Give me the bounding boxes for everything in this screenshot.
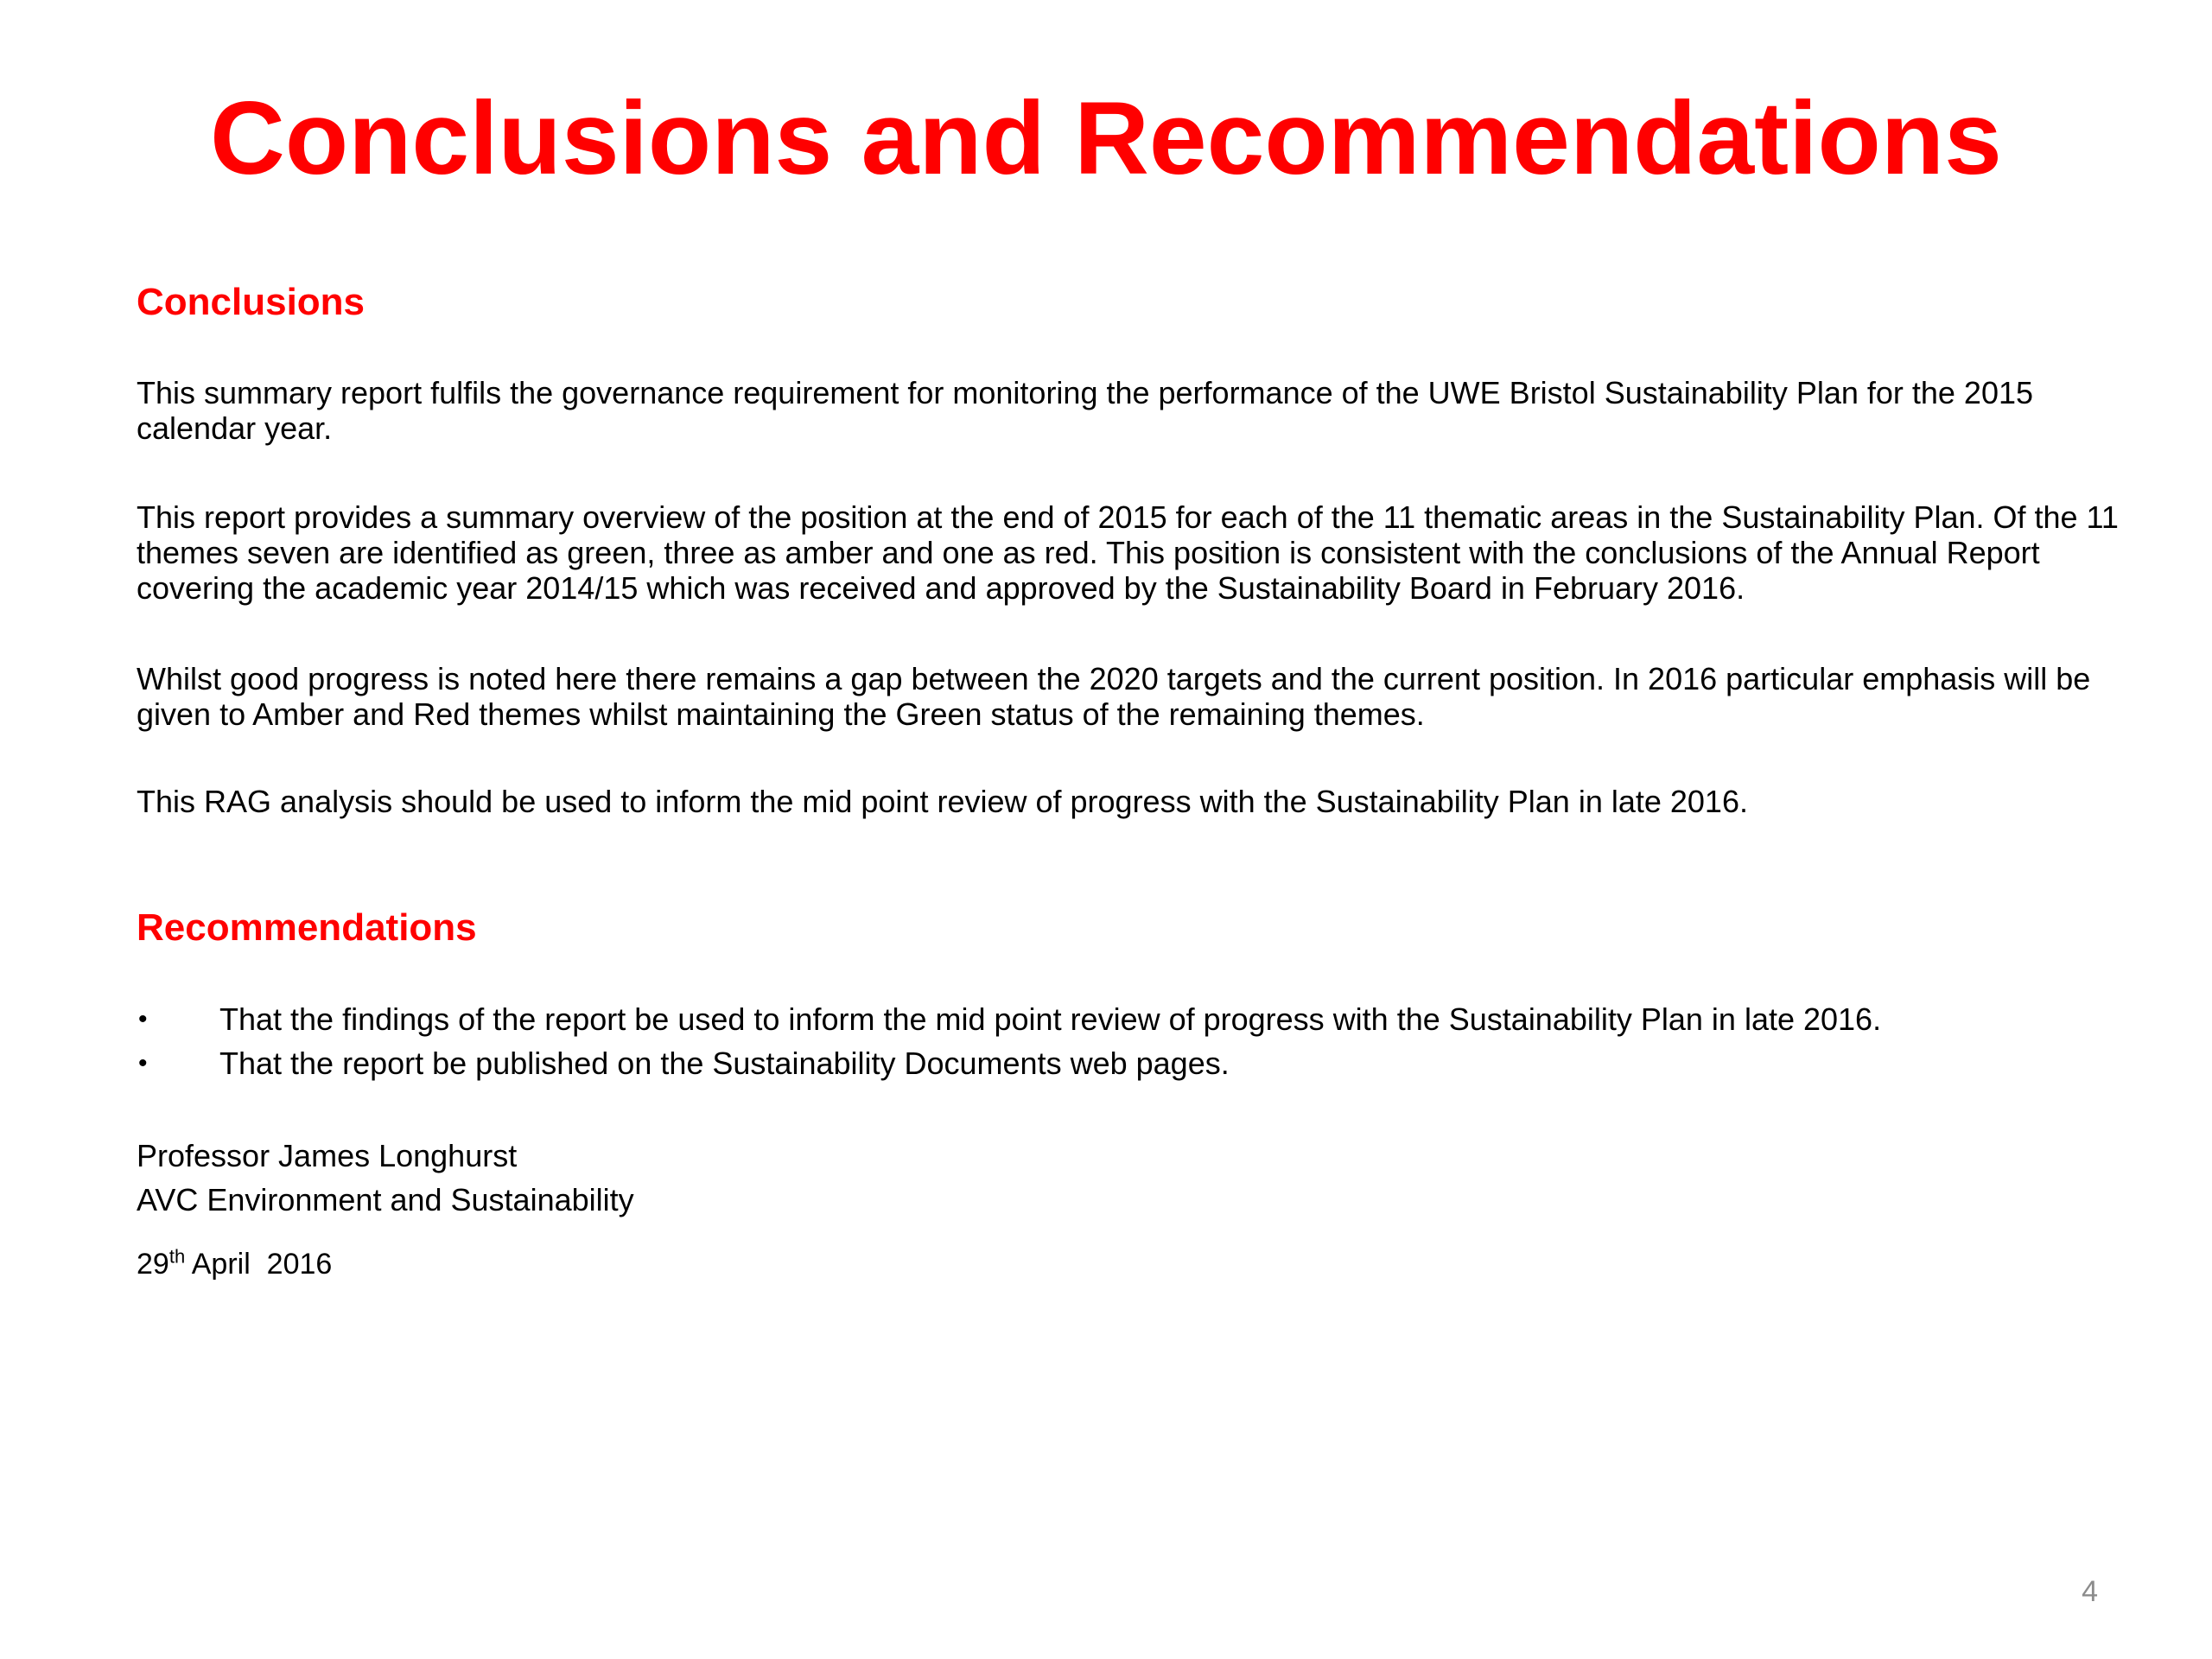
slide-title: Conclusions and Recommendations: [210, 80, 2002, 196]
conclusions-heading: Conclusions: [137, 281, 365, 323]
signature-date: [137, 1244, 2124, 1284]
bullet-icon: •: [138, 1005, 148, 1033]
recommendation-text-2: That the report be published on the Sustainability Documents web pages.: [219, 1046, 1230, 1081]
conclusions-paragraph-1: This summary report fulfils the governance requirement for monitoring the performance of the UWE Bristol Sustainability Plan for the 2015 calendar year.: [137, 375, 2034, 446]
list-item: [137, 1041, 2124, 1085]
recommendations-heading: Recommendations: [137, 906, 477, 949]
date-suffix: th: [168, 1245, 186, 1268]
list-item: [137, 997, 2124, 1041]
date-rest: April 2016: [185, 1248, 333, 1281]
conclusions-paragraph-2: This report provides a summary overview of the position at the end of 2015 for each of the 11 thematic areas in the Sustainability Plan. Of the 11 themes seven are identified as green, three as amber and one as red. This position is consistent with the conclusions of the Annual Report covering the academic year 2014/15 which was received and approved by the Sustainability Board in February 2016.: [137, 499, 2119, 606]
date-day: 29: [137, 1248, 169, 1281]
signature-title: AVC Environment and Sustainability: [137, 1182, 634, 1217]
conclusions-paragraph-3: Whilst good progress is noted here there remains a gap between the 2020 targets and the current position. In 2016 particular emphasis will be given to Amber and Red themes whilst maintaining the Green status of the remaining themes.: [137, 661, 2091, 732]
conclusions-paragraph-4: This RAG analysis should be used to inform the mid point review of progress with the Sustainability Plan in late 2016.: [137, 784, 1748, 819]
page-number: 4: [2082, 1575, 2098, 1608]
signature-name: Professor James Longhurst: [137, 1138, 518, 1173]
slide-content: [137, 278, 2124, 1284]
bullet-icon: •: [138, 1049, 148, 1077]
recommendations-list: [137, 997, 2124, 1085]
recommendation-text-1: That the findings of the report be used to inform the mid point review of progress with the Sustainability Plan in late 2016.: [219, 1001, 1882, 1037]
